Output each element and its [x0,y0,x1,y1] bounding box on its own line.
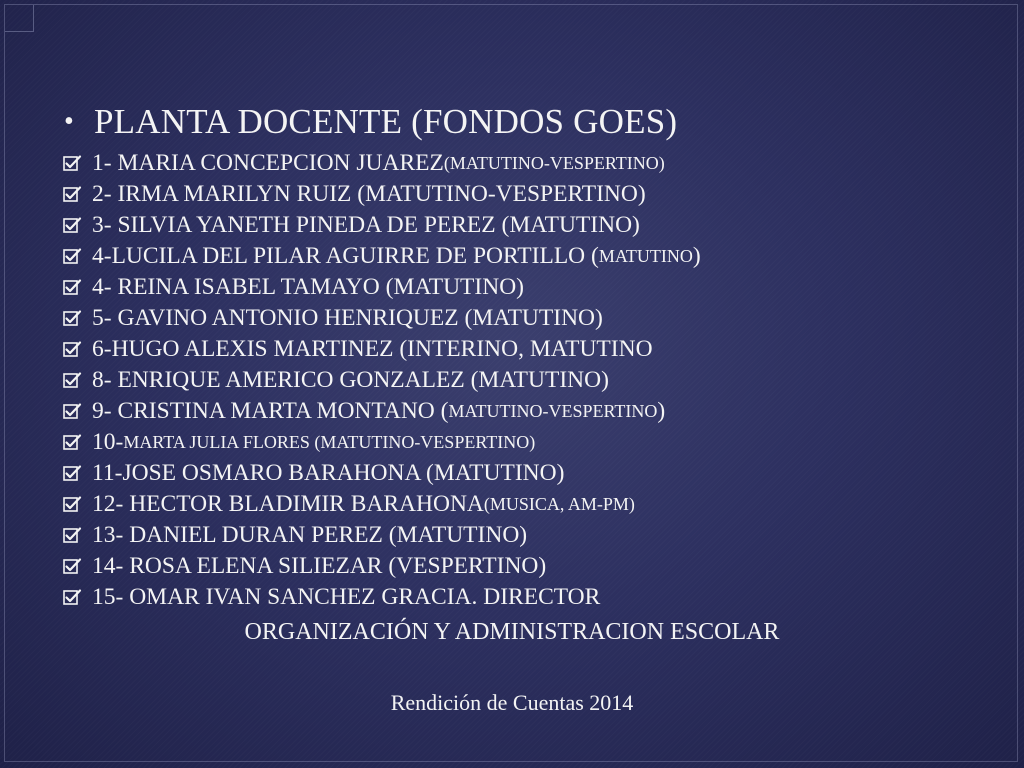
item-tail-text: ) [657,398,666,424]
checkbox-check-icon [62,402,92,422]
checkbox-check-icon [62,464,92,484]
list-item [62,582,701,613]
corner-box [5,5,34,32]
list-item [62,241,701,272]
item-main-text: 4- REINA ISABEL TAMAYO (MATUTINO) [92,274,524,300]
item-main-text: 10- [92,429,124,455]
item-main-text: 3- SILVIA YANETH PINEDA DE PEREZ (MATUTINO) [92,212,640,238]
item-main-text: 15- OMAR IVAN SANCHEZ GRACIA. DIRECTOR [92,584,601,610]
item-main-text: 2- IRMA MARILYN RUIZ (MATUTINO-VESPERTINO) [92,181,646,207]
checkbox-check-icon [62,526,92,546]
item-main-text: 5- GAVINO ANTONIO HENRIQUEZ (MATUTINO) [92,305,603,331]
item-main-text: 12- HECTOR BLADIMIR BARAHONA [92,491,484,517]
checkbox-check-icon [62,495,92,515]
slide-title [64,98,677,146]
item-main-text: 6-HUGO ALEXIS MARTINEZ (INTERINO, MATUTINO [92,336,653,362]
list-item [62,489,701,520]
checkbox-check-icon [62,278,92,298]
item-main-text: 4-LUCILA DEL PILAR AGUIRRE DE PORTILLO ( [92,243,599,269]
title-text: PLANTA DOCENTE (FONDOS GOES) [94,102,678,141]
list-item [62,210,701,241]
checkbox-check-icon [62,309,92,329]
list-item [62,303,701,334]
list-item [62,396,701,427]
checkbox-check-icon [62,340,92,360]
checkbox-check-icon [62,247,92,267]
checkbox-check-icon [62,433,92,453]
footer-heading: ORGANIZACIÓN Y ADMINISTRACION ESCOLAR [244,619,780,645]
list-item [62,458,701,489]
item-sub-text: MATUTINO [598,246,693,266]
list-item [62,520,701,551]
item-tail-text: ) [692,243,701,269]
item-sub-text: (MATUTINO-VESPERTINO) [443,153,665,173]
checkbox-check-icon [62,588,92,608]
checkbox-check-icon [62,216,92,236]
list-item [62,179,701,210]
checkbox-check-icon [62,185,92,205]
checkbox-check-icon [62,154,92,174]
list-item [62,365,701,396]
checkbox-check-icon [62,557,92,577]
footer-subheading: Rendición de Cuentas 2014 [390,690,634,715]
list-item [62,272,701,303]
item-sub-text: MATUTINO-VESPERTINO [448,401,658,421]
checkbox-check-icon [62,371,92,391]
item-main-text: 1- MARIA CONCEPCION JUAREZ [92,150,444,176]
item-sub-text: (MUSICA, AM-PM) [483,494,635,514]
item-main-text: 9- CRISTINA MARTA MONTANO ( [92,398,449,424]
list-item [62,551,701,582]
item-main-text: 13- DANIEL DURAN PEREZ (MATUTINO) [92,522,528,548]
item-main-text: 14- ROSA ELENA SILIEZAR (VESPERTINO) [92,553,547,579]
item-main-text: 11-JOSE OSMARO BARAHONA (MATUTINO) [92,460,565,486]
list-item [62,334,701,365]
list-item [62,427,701,458]
item-sub-text: MARTA JULIA FLORES (MATUTINO-VESPERTINO) [123,432,536,452]
teacher-list [62,148,701,613]
list-item [62,148,701,179]
bullet-dot-icon: • [64,106,74,137]
item-main-text: 8- ENRIQUE AMERICO GONZALEZ (MATUTINO) [92,367,609,393]
